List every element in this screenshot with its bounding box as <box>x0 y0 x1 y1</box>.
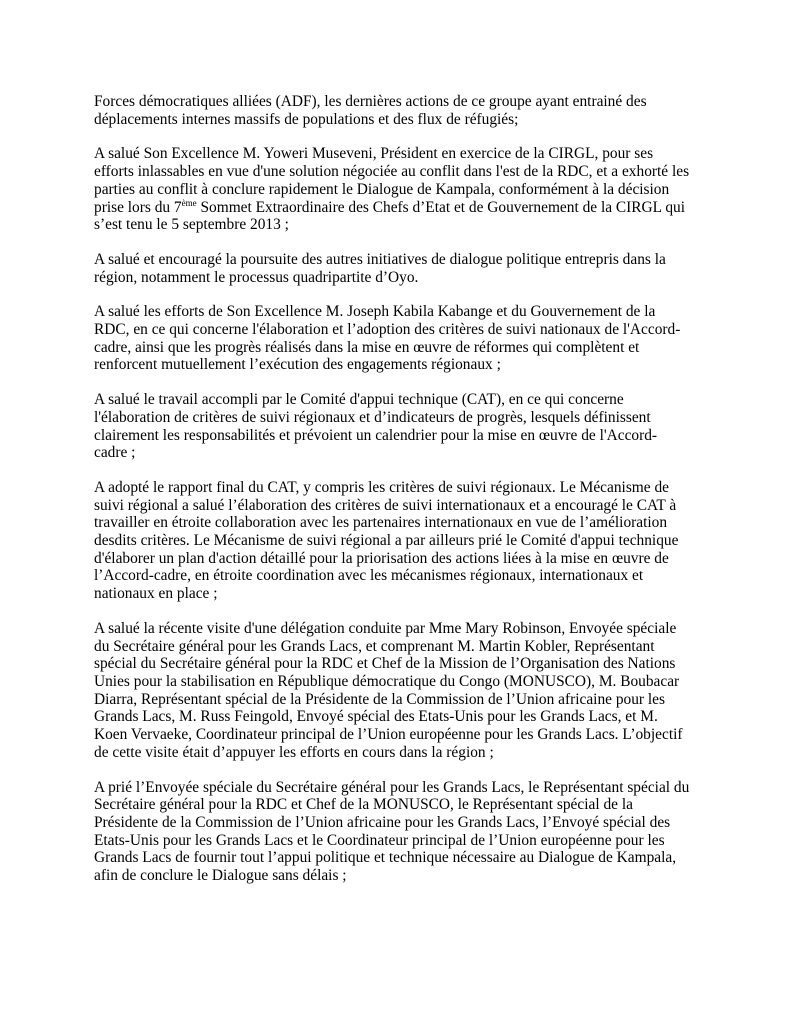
text-fragment: Sommet Extraordinaire des Chefs d’Etat et de Gouvernement de la CIRGL qui <box>196 198 686 216</box>
text-line: d'élaborer un plan d'action détaillé pour la priorisation des actions liées à la mise en œuvre de <box>94 549 669 567</box>
text-line: clairement les responsabilités et prévoient un calendrier pour la mise en œuvre de l'Accord- <box>94 426 658 444</box>
text-line: A adopté le rapport final du CAT, y compris les critères de suivi régionaux. Le Mécanisme de <box>94 478 669 496</box>
text-line: région, notamment le processus quadripartite d’Oyo. <box>94 268 419 286</box>
text-line: Forces démocratiques alliées (ADF), les dernières actions de ce groupe ayant entrainé des <box>94 93 647 110</box>
text-line: déplacements internes massifs de populations et des flux de réfugiés; <box>94 110 519 128</box>
text-line: spécial du Secrétaire général pour la RDC et Chef de la Mission de l’Organisation des Nations <box>94 655 676 673</box>
text-line: cadre ; <box>94 444 136 462</box>
text-line: desdits critères. Le Mécanisme de suivi régional a par ailleurs prié le Comité d'appui technique <box>94 532 679 550</box>
text-line: efforts inlassables en vue d'une solution négociée au conflit dans l'est de la RDC, et a exhorté les <box>94 163 690 181</box>
text-line: cadre, ainsi que les progrès réalisés dans la mise en œuvre de réformes qui complètent et <box>94 338 640 356</box>
text-line: Présidente de la Commission de l’Union africaine pour les Grands Lacs, l’Envoyé spécial des <box>94 813 671 831</box>
text-line: l’Accord-cadre, en étroite coordination avec les mécanismes régionaux, internationaux et <box>94 567 644 585</box>
ordinal-superscript: ème <box>181 197 197 208</box>
text-line: Koen Vervaeke, Coordinateur principal de l’Union européenne pour les Grands Lacs. L’objectif <box>94 726 683 744</box>
paragraph-cat-work <box>94 391 714 462</box>
text-line: Diarra, Représentant spécial de la Présidente de la Commission de l’Union africaine pour les <box>94 690 665 708</box>
text-line: nationaux en place ; <box>94 585 218 603</box>
text-line: de cette visite était d’appuyer les efforts en cours dans la région ; <box>94 743 494 761</box>
text-line: Grands Lacs, M. Russ Feingold, Envoyé spécial des Etats-Unis pour les Grands Lacs, et M. <box>94 708 658 726</box>
text-line: travailler en étroite collaboration avec les partenaires internationaux en vue de l’amélioration <box>94 514 668 532</box>
paragraph-cat-report <box>94 479 714 603</box>
text-line: A salué le travail accompli par le Comité d'appui technique (CAT), en ce qui concerne <box>94 391 624 409</box>
text-line: renforcent mutuellement l’exécution des engagements régionaux ; <box>94 356 501 374</box>
text-line: RDC, en ce qui concerne l'élaboration et l’adoption des critères de suivi nationaux de l'Accord- <box>94 321 681 339</box>
text-line: Etats-Unis pour les Grands Lacs et le Coordinateur principal de l’Union européenne pour les <box>94 831 665 849</box>
document-page <box>94 93 714 902</box>
text-line: A salué Son Excellence M. Yoweri Museveni, Président en exercice de la CIRGL, pour ses <box>94 145 654 163</box>
text-line: Unies pour la stabilisation en République démocratique du Congo (MONUSCO), M. Boubacar <box>94 672 680 690</box>
paragraph-delegation-visit <box>94 620 714 762</box>
paragraph-museveni <box>94 145 714 234</box>
paragraph-adf <box>94 93 714 128</box>
text-line: A salué la récente visite d'une délégation conduite par Mme Mary Robinson, Envoyée spéciale <box>94 619 677 637</box>
text-line-with-superscript <box>94 199 714 217</box>
paragraph-kabila <box>94 303 714 374</box>
text-line: du Secrétaire général pour les Grands Lacs, et comprenant M. Martin Kobler, Représentant <box>94 637 655 655</box>
text-line: A prié l’Envoyée spéciale du Secrétaire général pour les Grands Lacs, le Représentant spécial du <box>94 778 690 796</box>
text-line: Grands Lacs de fournir tout l’appui politique et technique nécessaire au Dialogue de Kampala, <box>94 849 677 867</box>
text-line: parties au conflit à conclure rapidement le Dialogue de Kampala, conformément à la décision <box>94 180 670 198</box>
text-fragment: prise lors du 7 <box>94 198 182 216</box>
text-line: l'élaboration de critères de suivi régionaux et d’indicateurs de progrès, lesquels définissent <box>94 408 651 426</box>
paragraph-envoy-request <box>94 779 714 885</box>
text-line: A salué les efforts de Son Excellence M. Joseph Kabila Kabange et du Gouvernement de la <box>94 303 656 321</box>
text-line: suivi régional a salué l’élaboration des critères de suivi internationaux et a encouragé le CAT à <box>94 496 677 514</box>
text-line: s’est tenu le 5 septembre 2013 ; <box>94 216 289 234</box>
text-line: afin de conclure le Dialogue sans délais ; <box>94 867 347 885</box>
text-line: Secrétaire général pour la RDC et Chef de la MONUSCO, le Représentant spécial de la <box>94 796 633 814</box>
text-line: A salué et encouragé la poursuite des autres initiatives de dialogue politique entrepris dans la <box>94 250 666 268</box>
paragraph-oyo <box>94 251 714 286</box>
